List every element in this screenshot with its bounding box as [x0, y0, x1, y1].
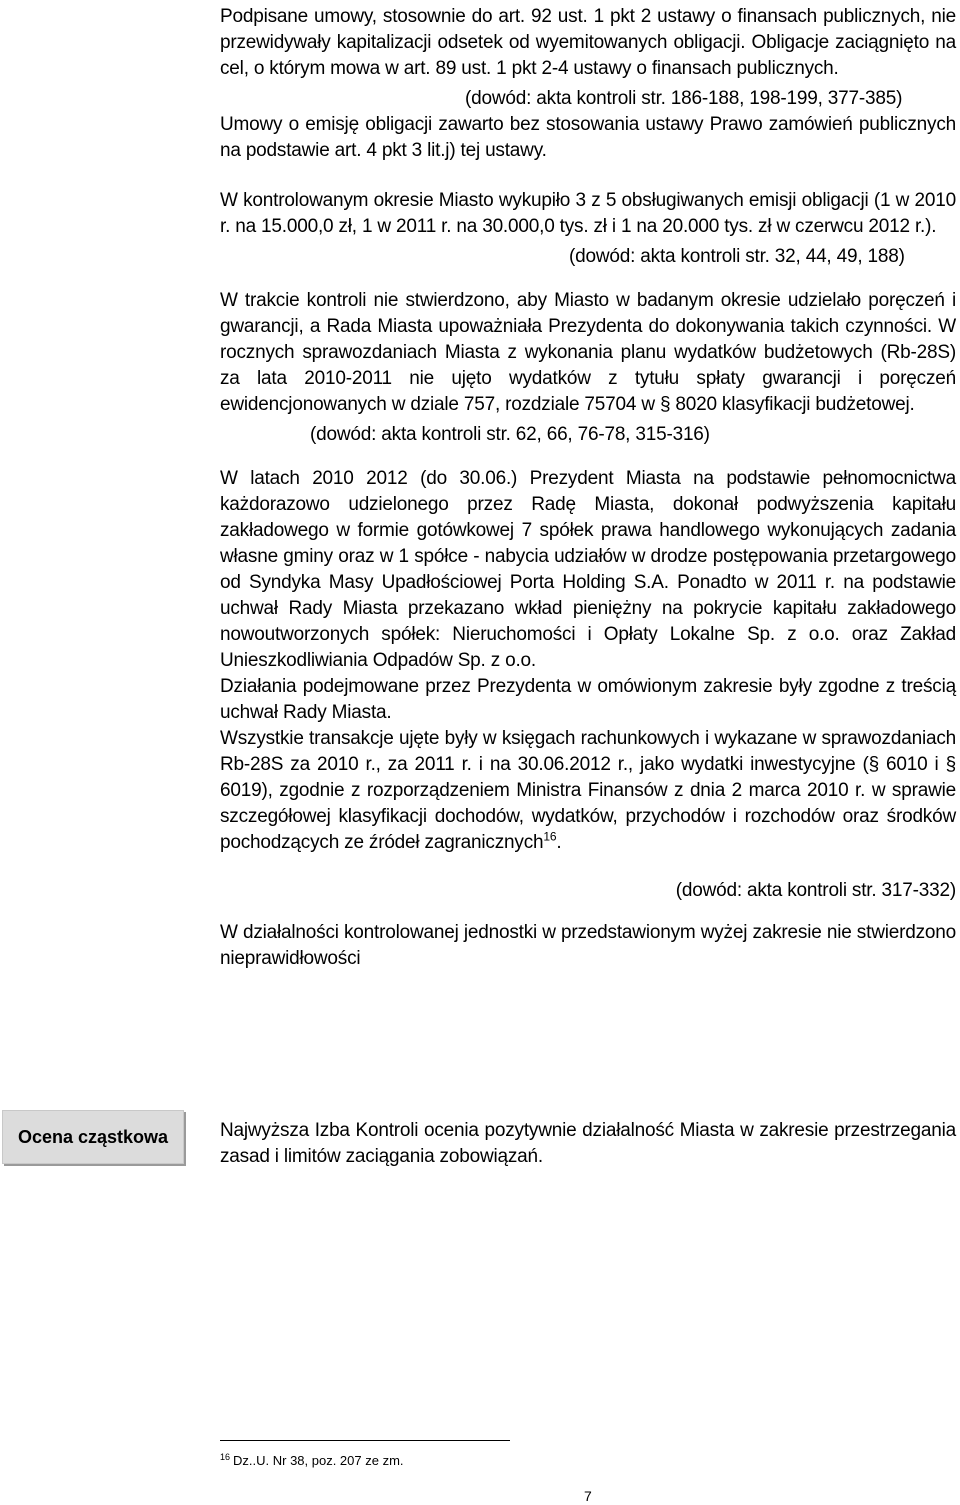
evidence-reference: (dowód: akta kontroli str. 186-188, 198-199, 377-385) [465, 88, 903, 109]
paragraph-guarantees: W trakcie kontroli nie stwierdzono, aby Miasto w badanym okresie udzielało poręczeń i gwarancji, a Rada Miasta upoważniała Prezydenta do dokonywania takich czynności. W rocznych sprawozdaniach Miasta z wykonania planu wydatków budżetowych (Rb-28S) za lata 2010-2011 nie ujęto wydatków z tytułu spłaty gwarancji i poręczeń ewidencjonowanych w dziale 757, rozdziale 75704 w § 8020 klasyfikacji budżetowej. [220, 290, 956, 415]
evidence-reference: (dowód: akta kontroli str. 32, 44, 49, 188) [569, 246, 905, 267]
assessment-paragraph: Najwyższa Izba Kontroli ocenia pozytywnie działalność Miasta w zakresie przestrzegania zasad i limitów zaciągania zobowiązań. [220, 1120, 956, 1167]
transactions-end: . [556, 832, 562, 853]
paragraph-bond-redemption: W kontrolowanym okresie Miasto wykupiło 3 z 5 obsługiwanych emisji obligacji (1 w 2010 r. na 15.000,0 zł, 1 w 2011 r. na 30.000,0 tys. zł i 1 na 20.000 tys. zł w czerwcu 2012 r.). [220, 190, 956, 237]
page-number: 7 [584, 1488, 592, 1504]
paragraph-capital-increase: W latach 2010 2012 (do 30.06.) Prezydent Miasta na podstawie pełnomocnictwa każdorazowo udzielonego przez Radę Miasta, dokonał podwyższenia kapitału zakładowego w formie gotówkowej 7 spółek prawa handlowego wykonujących zadania własne gminy oraz w 1 spółce - nabycia udziałów w drodze postępowania przetargowego od Syndyka Masy Upadłościowej Porta Holding S.A. Ponadto w 2011 r. na podstawie uchwał Rady Miasta przekazano wkład pieniężny na pokrycie kapitału zakładowego nowoutworzonych spółek: Nieruchomości i Opłaty Lokalne Sp. z o.o. oraz Zakład Unieszkodliwiania Odpadów Sp. z o.o. [220, 468, 956, 671]
partial-assessment-text [220, 1118, 956, 1170]
paragraph-public-procurement: Umowy o emisję obligacji zawarto bez stosowania ustawy Prawo zamówień publicznych na podstawie art. 4 pkt 3 lit.j) tej ustawy. [220, 114, 956, 161]
evidence-reference: (dowód: akta kontroli str. 62, 66, 76-78, 315-316) [310, 424, 710, 445]
footnote-reference[interactable]: 16 [543, 829, 557, 844]
paragraph-conclusion: W działalności kontrolowanej jednostki w przedstawionym wyżej zakresie nie stwierdzono nieprawidłowości [220, 922, 956, 969]
paragraph-compliance: Działania podejmowane przez Prezydenta w omówionym zakresie były zgodne z treścią uchwał Rady Miasta. [220, 676, 956, 723]
footnote-number: 16 [220, 1451, 231, 1462]
paragraph-transactions [220, 726, 956, 856]
transactions-text: Wszystkie transakcje ujęte były w księgach rachunkowych i wykazane w sprawozdaniach Rb-28S za 2010 r., za 2011 r. i na 30.06.2012 r., jako wydatki inwestycyjne (§ 6010 i § 6019), zgodnie z rozporządzeniem Ministra Finansów z dnia 2 marca 2010 r. w sprawie szczegółowej klasyfikacji dochodów, wydatków, przychodów i rozchodów oraz środków pochodzących ze źródeł zagranicznych [220, 728, 956, 853]
partial-assessment-label: Ocena cząstkowa [2, 1110, 184, 1164]
evidence-reference: (dowód: akta kontroli str. 317-332) [675, 880, 956, 901]
paragraph-bond-agreements: Podpisane umowy, stosownie do art. 92 ust. 1 pkt 2 ustawy o finansach publicznych, nie przewidywały kapitalizacji odsetek od wyemitowanych obligacji. Obligacje zaciągnięto na cel, o którym mowa w art. 89 ust. 1 pkt 2-4 ustawy o finansach publicznych. [220, 6, 956, 79]
footnote-divider [220, 1440, 510, 1441]
main-text [220, 0, 956, 972]
footnote-text: Dz..U. Nr 38, poz. 207 ze zm. [233, 1453, 404, 1468]
footnote [220, 1453, 404, 1469]
